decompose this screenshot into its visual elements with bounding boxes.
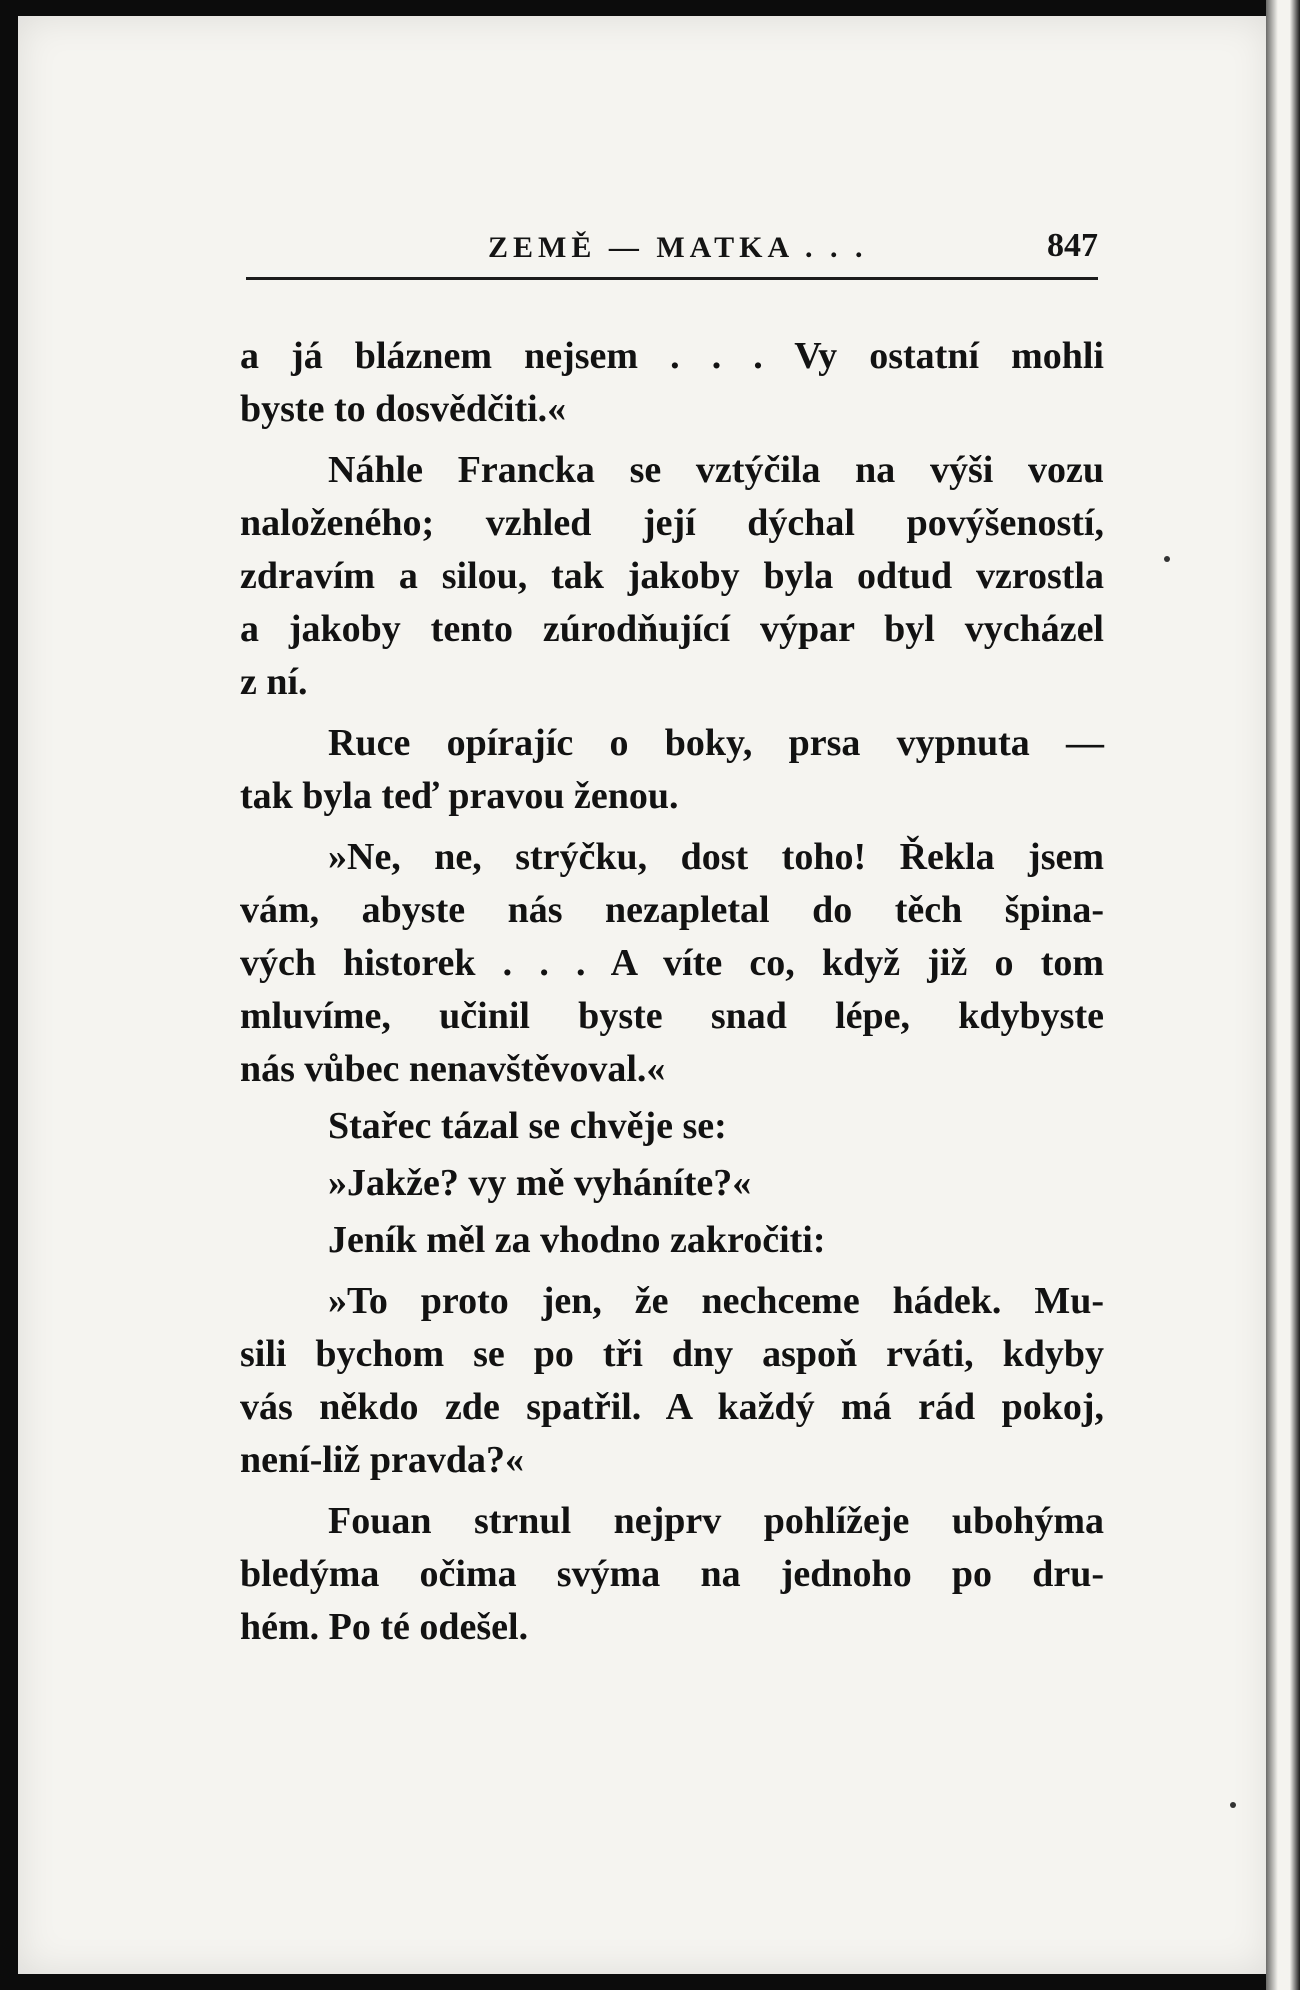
paper-speck bbox=[1164, 556, 1170, 562]
text-line: »Jakže? vy mě vyháníte?« bbox=[328, 1162, 752, 1204]
text-line: bledýma očima svýma na jednoho po dru- bbox=[240, 1553, 1104, 1595]
text-line: není-liž pravda?« bbox=[240, 1439, 524, 1481]
paper-speck bbox=[1230, 1802, 1236, 1808]
text-line: byste to dosvědčiti.« bbox=[240, 388, 567, 430]
text-line: Náhle Francka se vztýčila na výši vozu bbox=[328, 449, 1104, 491]
text-line: Ruce opírajíc o boky, prsa vypnuta — bbox=[328, 722, 1104, 764]
text-line: hém. Po té odešel. bbox=[240, 1606, 529, 1648]
text-line: naloženého; vzhled její dýchal povýšeností, bbox=[240, 502, 1104, 544]
body-text bbox=[240, 330, 1104, 1654]
text-line: »Ne, ne, strýčku, dost toho! Řekla jsem bbox=[328, 836, 1104, 878]
text-line: vám, abyste nás nezapletal do těch špina- bbox=[240, 889, 1104, 931]
text-line: Stařec tázal se chvěje se: bbox=[328, 1105, 727, 1147]
running-title: ZEMĚ — MATKA . . . bbox=[488, 231, 868, 264]
text-line: vás někdo zde spatřil. A každý má rád pokoj, bbox=[240, 1386, 1104, 1428]
text-line: a já bláznem nejsem . . . Vy ostatní mohli bbox=[240, 335, 1104, 377]
text-line: Fouan strnul nejprv pohlížeje ubohýma bbox=[328, 1500, 1104, 1542]
text-line: zdravím a silou, tak jakoby byla odtud vzrostla bbox=[240, 555, 1104, 597]
page-number: 847 bbox=[1047, 227, 1098, 264]
text-line: tak byla teď pravou ženou. bbox=[240, 775, 679, 817]
header-rule bbox=[246, 277, 1098, 280]
book-page bbox=[18, 16, 1270, 1974]
text-line: sili bychom se po tři dny aspoň rváti, kdyby bbox=[240, 1333, 1104, 1375]
text-line: nás vůbec nenavštěvoval.« bbox=[240, 1048, 666, 1090]
text-line: Jeník měl za vhodno zakročiti: bbox=[328, 1219, 826, 1261]
text-line: vých historek . . . A víte co, když již o tom bbox=[240, 942, 1104, 984]
text-line: »To proto jen, že nechceme hádek. Mu- bbox=[328, 1280, 1104, 1322]
text-line: z ní. bbox=[240, 661, 308, 703]
page-edge-shadow bbox=[1266, 0, 1300, 1990]
text-line: a jakoby tento zúrodňující výpar byl vycházel bbox=[240, 608, 1104, 650]
page-header bbox=[246, 219, 1098, 283]
text-line: mluvíme, učinil byste snad lépe, kdybyste bbox=[240, 995, 1104, 1037]
